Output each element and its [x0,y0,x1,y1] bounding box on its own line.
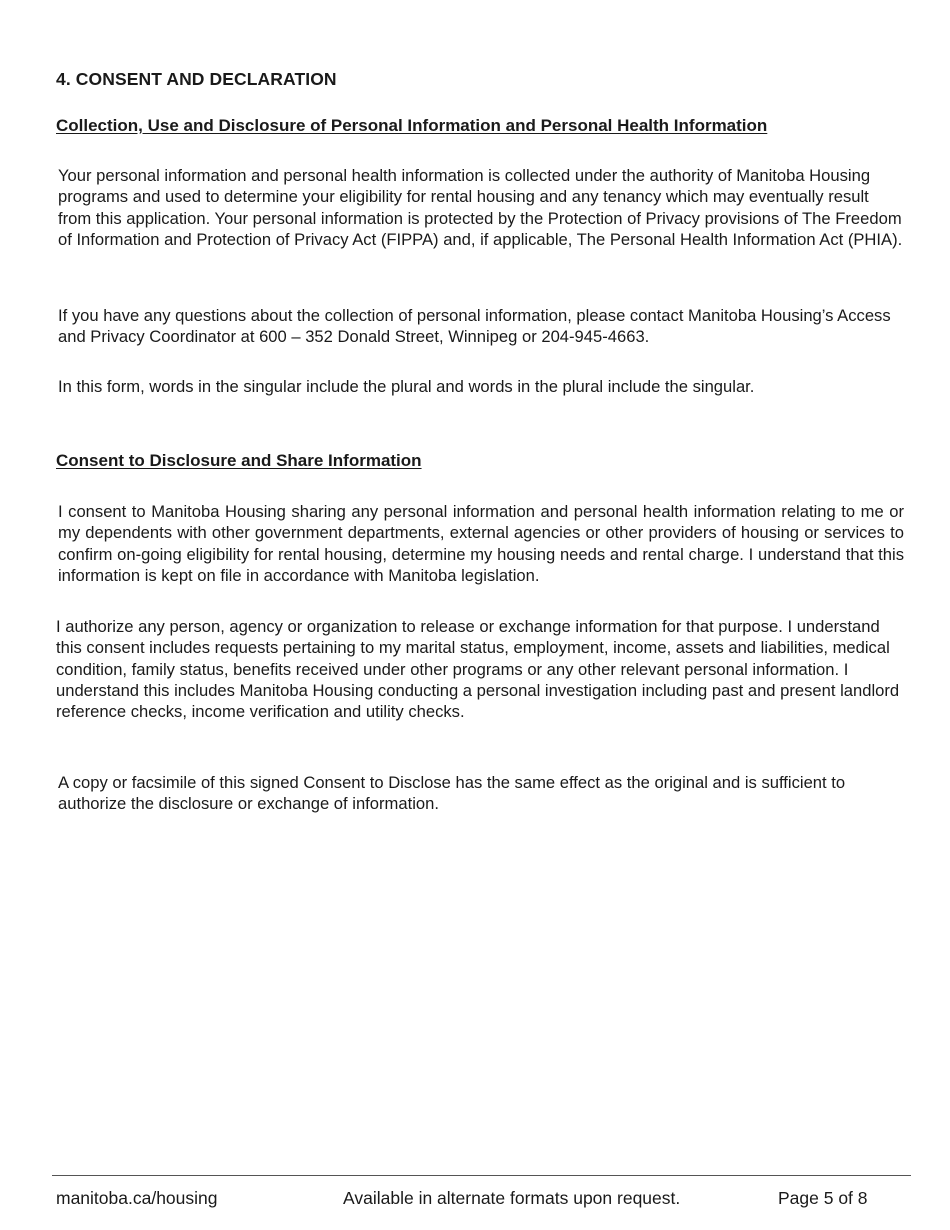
footer-alternate-formats-note: Available in alternate formats upon request. [343,1188,681,1208]
collection-use-disclosure-heading: Collection, Use and Disclosure of Personal Information and Personal Health Information [56,116,768,135]
footer-website: manitoba.ca/housing [56,1188,218,1208]
privacy-contact-paragraph: If you have any questions about the collection of personal information, please contact Manitoba Housing’s Access and Privacy Coordinator at 600 – 352 Donald Street, Winnipeg or 204-945-4663. [58,306,891,347]
footer-divider [52,1175,911,1176]
section-title: 4. CONSENT AND DECLARATION [56,69,337,89]
consent-disclosure-heading: Consent to Disclosure and Share Information [56,451,422,470]
facsimile-paragraph: A copy or facsimile of this signed Consent to Disclose has the same effect as the original and is sufficient to authorize the disclosure or exchange of information. [58,773,846,814]
collection-authority-paragraph: Your personal information and personal health information is collected under the authority of Manitoba Housing programs and used to determine your eligibility for rental housing and any tenancy which may eventually result from this application. Your personal information is protected by the Protection of Privacy provisions of The Freedom of Information and Protection of Privacy Act (FIPPA) and, if applicable, The Personal Health Information Act (PHIA). [58,166,903,249]
consent-sharing-paragraph: I consent to Manitoba Housing sharing any personal information and personal health information relating to me or my dependents with other government departments, external agencies or other providers of housing or services to confirm on-going eligibility for rental housing, determine my housing needs and rental charge. I understand that this information is kept on file in accordance with Manitoba legislation. [58,502,904,585]
footer-page-number: Page 5 of 8 [778,1188,868,1208]
authorization-paragraph: I authorize any person, agency or organization to release or exchange information for that purpose. I understand this consent includes requests pertaining to my marital status, employment, income, assets and liabilities, medical condition, family status, benefits received under other programs or any other relevant personal information. I understand this includes Manitoba Housing conducting a personal investigation including past and present landlord reference checks, income verification and utility checks. [56,617,900,722]
singular-plural-paragraph: In this form, words in the singular include the plural and words in the plural include the singular. [58,377,755,396]
